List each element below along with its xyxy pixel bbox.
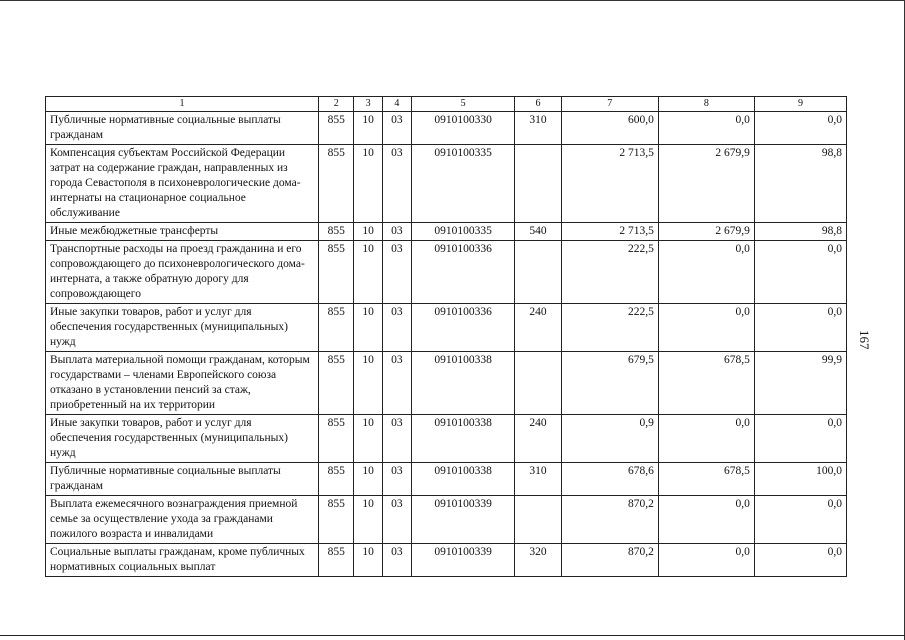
table-row [46, 145, 847, 223]
row-cell-col-8: 2 679,9 [658, 223, 754, 241]
row-cell-col-9: 0,0 [754, 304, 846, 352]
row-cell-col-7: 678,6 [561, 463, 658, 496]
column-header-6: 6 [515, 97, 562, 112]
row-cell-col-4: 03 [382, 304, 411, 352]
column-header-4: 4 [382, 97, 411, 112]
row-cell-col-6 [515, 496, 562, 544]
row-cell-col-2: 855 [319, 112, 354, 145]
row-name-cell: Транспортные расходы на проезд гражданина и его сопровождающего до психоневрологического дома-интерната, а также обратную дорогу для сопровождающего [46, 241, 319, 304]
row-cell-col-3: 10 [354, 241, 382, 304]
row-cell-col-8: 0,0 [658, 415, 754, 463]
row-cell-col-2: 855 [319, 223, 354, 241]
row-cell-col-6 [515, 352, 562, 415]
row-cell-col-7: 679,5 [561, 352, 658, 415]
row-name-cell: Компенсация субъектам Российской Федерации затрат на содержание граждан, направленных из города Севастополя в психоневрологические дома-интернаты на стационарное социальное обслуживание [46, 145, 319, 223]
row-cell-col-3: 10 [354, 112, 382, 145]
row-cell-col-8: 678,5 [658, 352, 754, 415]
row-cell-col-4: 03 [382, 496, 411, 544]
row-cell-col-4: 03 [382, 223, 411, 241]
column-header-3: 3 [354, 97, 382, 112]
row-cell-col-2: 855 [319, 496, 354, 544]
row-cell-col-4: 03 [382, 241, 411, 304]
table-header-row [46, 97, 847, 112]
row-cell-col-4: 03 [382, 544, 411, 577]
row-cell-col-9: 0,0 [754, 241, 846, 304]
row-cell-col-5: 0910100330 [412, 112, 515, 145]
row-cell-col-7: 2 713,5 [561, 223, 658, 241]
row-cell-col-9: 99,9 [754, 352, 846, 415]
table-row [46, 496, 847, 544]
table-row [46, 544, 847, 577]
row-name-cell: Публичные нормативные социальные выплаты гражданам [46, 463, 319, 496]
row-cell-col-7: 870,2 [561, 496, 658, 544]
row-name-cell: Выплата ежемесячного вознаграждения приемной семье за осуществление ухода за гражданами пожилого возраста и инвалидами [46, 496, 319, 544]
row-cell-col-9: 0,0 [754, 496, 846, 544]
row-cell-col-7: 870,2 [561, 544, 658, 577]
row-cell-col-5: 0910100336 [412, 241, 515, 304]
row-cell-col-4: 03 [382, 352, 411, 415]
table-row [46, 352, 847, 415]
row-cell-col-4: 03 [382, 415, 411, 463]
row-cell-col-6: 320 [515, 544, 562, 577]
row-name-cell: Иные межбюджетные трансферты [46, 223, 319, 241]
row-cell-col-6: 310 [515, 463, 562, 496]
column-header-7: 7 [561, 97, 658, 112]
row-cell-col-2: 855 [319, 352, 354, 415]
row-cell-col-6 [515, 241, 562, 304]
row-cell-col-5: 0910100336 [412, 304, 515, 352]
row-cell-col-5: 0910100335 [412, 223, 515, 241]
row-cell-col-9: 98,8 [754, 145, 846, 223]
row-cell-col-3: 10 [354, 496, 382, 544]
row-cell-col-9: 0,0 [754, 415, 846, 463]
row-cell-col-7: 2 713,5 [561, 145, 658, 223]
row-cell-col-5: 0910100338 [412, 463, 515, 496]
row-cell-col-7: 600,0 [561, 112, 658, 145]
table-row [46, 112, 847, 145]
row-cell-col-6: 540 [515, 223, 562, 241]
row-cell-col-5: 0910100339 [412, 496, 515, 544]
row-name-cell: Иные закупки товаров, работ и услуг для обеспечения государственных (муниципальных) нужд [46, 415, 319, 463]
row-cell-col-3: 10 [354, 145, 382, 223]
row-name-cell: Социальные выплаты гражданам, кроме публичных нормативных социальных выплат [46, 544, 319, 577]
row-cell-col-4: 03 [382, 112, 411, 145]
row-cell-col-5: 0910100335 [412, 145, 515, 223]
row-cell-col-3: 10 [354, 544, 382, 577]
row-cell-col-5: 0910100338 [412, 352, 515, 415]
row-cell-col-6 [515, 145, 562, 223]
table-row [46, 304, 847, 352]
row-cell-col-2: 855 [319, 463, 354, 496]
column-header-2: 2 [319, 97, 354, 112]
row-cell-col-6: 240 [515, 304, 562, 352]
row-cell-col-7: 222,5 [561, 241, 658, 304]
page-number: 167 [857, 330, 872, 350]
row-cell-col-9: 0,0 [754, 112, 846, 145]
row-cell-col-2: 855 [319, 415, 354, 463]
column-header-1: 1 [46, 97, 319, 112]
page-top-border [0, 0, 905, 1]
row-cell-col-3: 10 [354, 352, 382, 415]
row-cell-col-8: 0,0 [658, 304, 754, 352]
row-cell-col-3: 10 [354, 304, 382, 352]
row-cell-col-9: 100,0 [754, 463, 846, 496]
row-name-cell: Выплата материальной помощи гражданам, которым государствами – членами Европейского союза отказано в установлении пенсий за стаж, приобретенный на их территории [46, 352, 319, 415]
row-cell-col-5: 0910100338 [412, 415, 515, 463]
budget-table [45, 96, 847, 577]
column-header-8: 8 [658, 97, 754, 112]
row-name-cell: Иные закупки товаров, работ и услуг для обеспечения государственных (муниципальных) нужд [46, 304, 319, 352]
row-cell-col-7: 0,9 [561, 415, 658, 463]
table-row [46, 415, 847, 463]
row-cell-col-2: 855 [319, 544, 354, 577]
row-cell-col-8: 0,0 [658, 112, 754, 145]
row-cell-col-9: 98,8 [754, 223, 846, 241]
row-cell-col-4: 03 [382, 463, 411, 496]
page-bottom-border [0, 635, 905, 636]
row-cell-col-6: 310 [515, 112, 562, 145]
row-cell-col-5: 0910100339 [412, 544, 515, 577]
row-cell-col-3: 10 [354, 463, 382, 496]
row-cell-col-2: 855 [319, 145, 354, 223]
row-cell-col-8: 0,0 [658, 496, 754, 544]
table-row [46, 463, 847, 496]
row-cell-col-3: 10 [354, 415, 382, 463]
row-cell-col-7: 222,5 [561, 304, 658, 352]
column-header-9: 9 [754, 97, 846, 112]
table-row [46, 241, 847, 304]
row-cell-col-2: 855 [319, 304, 354, 352]
row-cell-col-2: 855 [319, 241, 354, 304]
column-header-5: 5 [412, 97, 515, 112]
row-cell-col-8: 678,5 [658, 463, 754, 496]
row-cell-col-4: 03 [382, 145, 411, 223]
table-body [46, 112, 847, 577]
row-cell-col-8: 2 679,9 [658, 145, 754, 223]
row-cell-col-9: 0,0 [754, 544, 846, 577]
table-row [46, 223, 847, 241]
row-name-cell: Публичные нормативные социальные выплаты гражданам [46, 112, 319, 145]
row-cell-col-6: 240 [515, 415, 562, 463]
row-cell-col-8: 0,0 [658, 544, 754, 577]
row-cell-col-3: 10 [354, 223, 382, 241]
row-cell-col-8: 0,0 [658, 241, 754, 304]
